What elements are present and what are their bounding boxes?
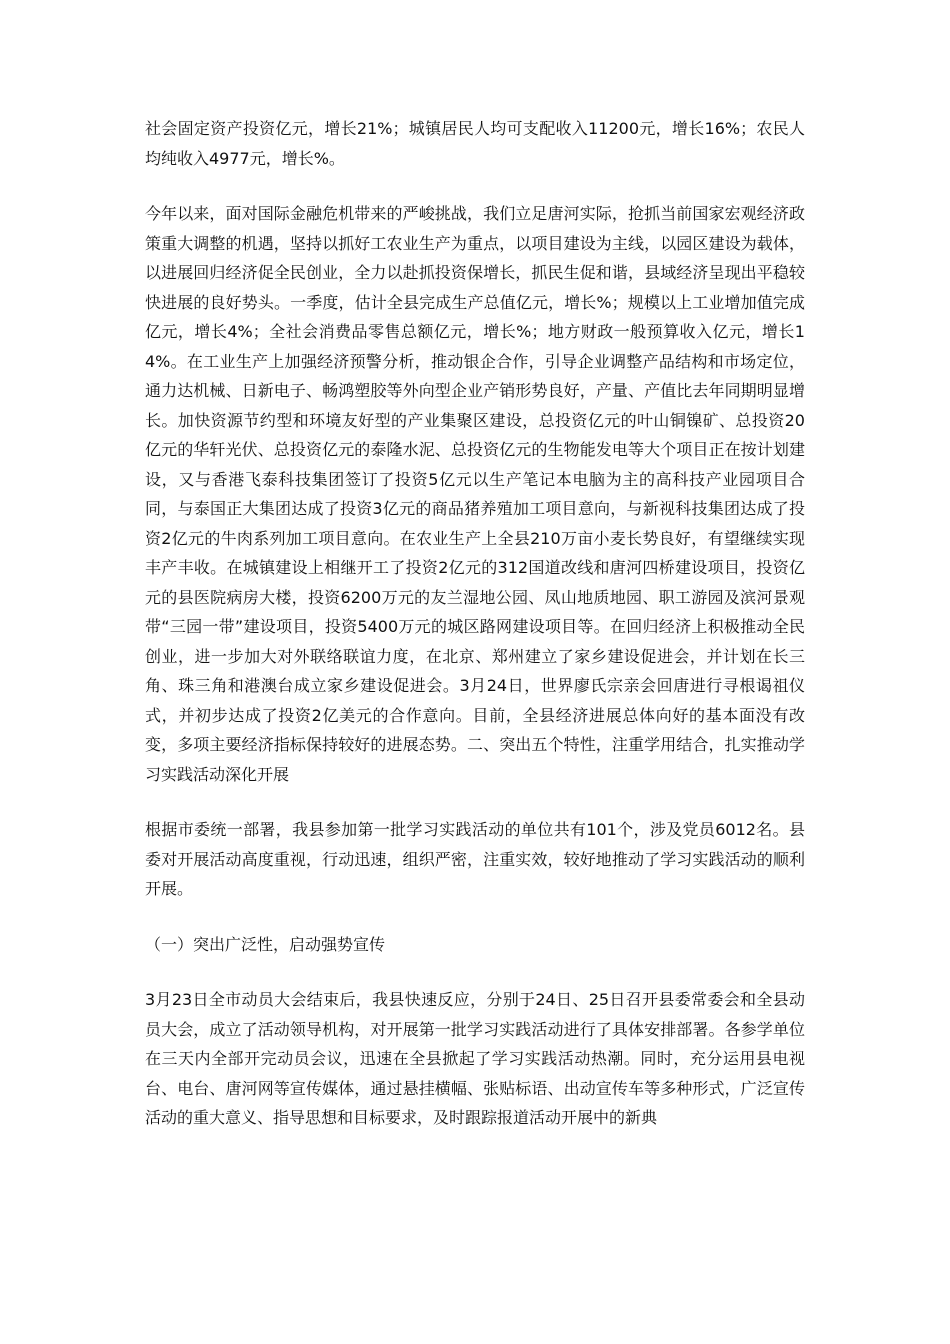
paragraph-deployment: 根据市委统一部署，我县参加第一批学习实践活动的单位共有101个，涉及党员6012名。县委对开展活动高度重视，行动迅速，组织严密，注重实效，较好地推动了学习实践活动的顺利开展。 bbox=[145, 820, 805, 898]
paragraph-statistics-summary: 社会固定资产投资亿元，增长21%；城镇居民人均可支配收入11200元，增长16%；农民人均纯收入4977元，增长%。 bbox=[145, 119, 805, 168]
paragraph-economic-progress: 今年以来，面对国际金融危机带来的严峻挑战，我们立足唐河实际，抢抓当前国家宏观经济政策重大调整的机遇，坚持以抓好工农业生产为重点，以项目建设为主线，以园区建设为载体，以进展回归经济促全民创业，全力以赴抓投资保增长，抓民生促和谐，县域经济呈现出平稳较快进展的良好势头。一季度，估计全县完成生产总值亿元，增长%；规模以上工业增加值完成亿元，增长4%；全社会消费品零售总额亿元，增长%；地方财政一般预算收入亿元，增长14%。在工业生产上加强经济预警分析，推动银企合作，引导企业调整产品结构和市场定位，通力达机械、日新电子、畅鸿塑胶等外向型企业产销形势良好，产量、产值比去年同期明显增长。加快资源节约型和环境友好型的产业集聚区建设，总投资亿元的叶山铜镍矿、总投资20亿元的华轩光伏、总投资亿元的泰隆水泥、总投资亿元的生物能发电等大个项目正在按计划建设，又与香港飞泰科技集团签订了投资5亿元以生产笔记本电脑为主的高科技产业园项目合同，与泰国正大集团达成了投资3亿元的商品猪养殖加工项目意向，与新视科技集团达成了投资2亿元的牛肉系列加工项目意向。在农业生产上全县210万亩小麦长势良好，有望继续实现丰产丰收。在城镇建设上相继开工了投资2亿元的312国道改线和唐河四桥建设项目，投资亿元的县医院病房大楼，投资6200万元的友兰湿地公园、凤山地质地园、职工游园及滨河景观带“三园一带”建设项目，投资5400万元的城区路网建设项目等。在回归经济上积极推动全民创业，进一步加大对外联络联谊力度，在北京、郑州建立了家乡建设促进会，并计划在长三角、珠三角和港澳台成立家乡建设促进会。3月24日，世界廖氏宗亲会回唐进行寻根谒祖仪式，并初步达成了投资2亿美元的合作意向。目前，全县经济进展总体向好的基本面没有改变，多项主要经济指标保持较好的进展态势。二、突出五个特性，注重学用结合，扎实推动学习实践活动深化开展 bbox=[145, 204, 805, 784]
paragraph-mobilization: 3月23日全市动员大会结束后，我县快速反应，分别于24日、25日召开县委常委会和全县动员大会，成立了活动领导机构，对开展第一批学习实践活动进行了具体安排部署。各参学单位在三天内全部开完动员会议，迅速在全县掀起了学习实践活动热潮。同时，充分运用县电视台、电台、唐河网等宣传媒体，通过悬挂横幅、张贴标语、出动宣传车等多种形式，广泛宣传活动的重大意义、指导思想和目标要求，及时跟踪报道活动开展中的新典 bbox=[145, 990, 805, 1127]
section-heading: （一）突出广泛性，启动强势宣传 bbox=[145, 934, 386, 954]
document-body bbox=[145, 114, 805, 1159]
